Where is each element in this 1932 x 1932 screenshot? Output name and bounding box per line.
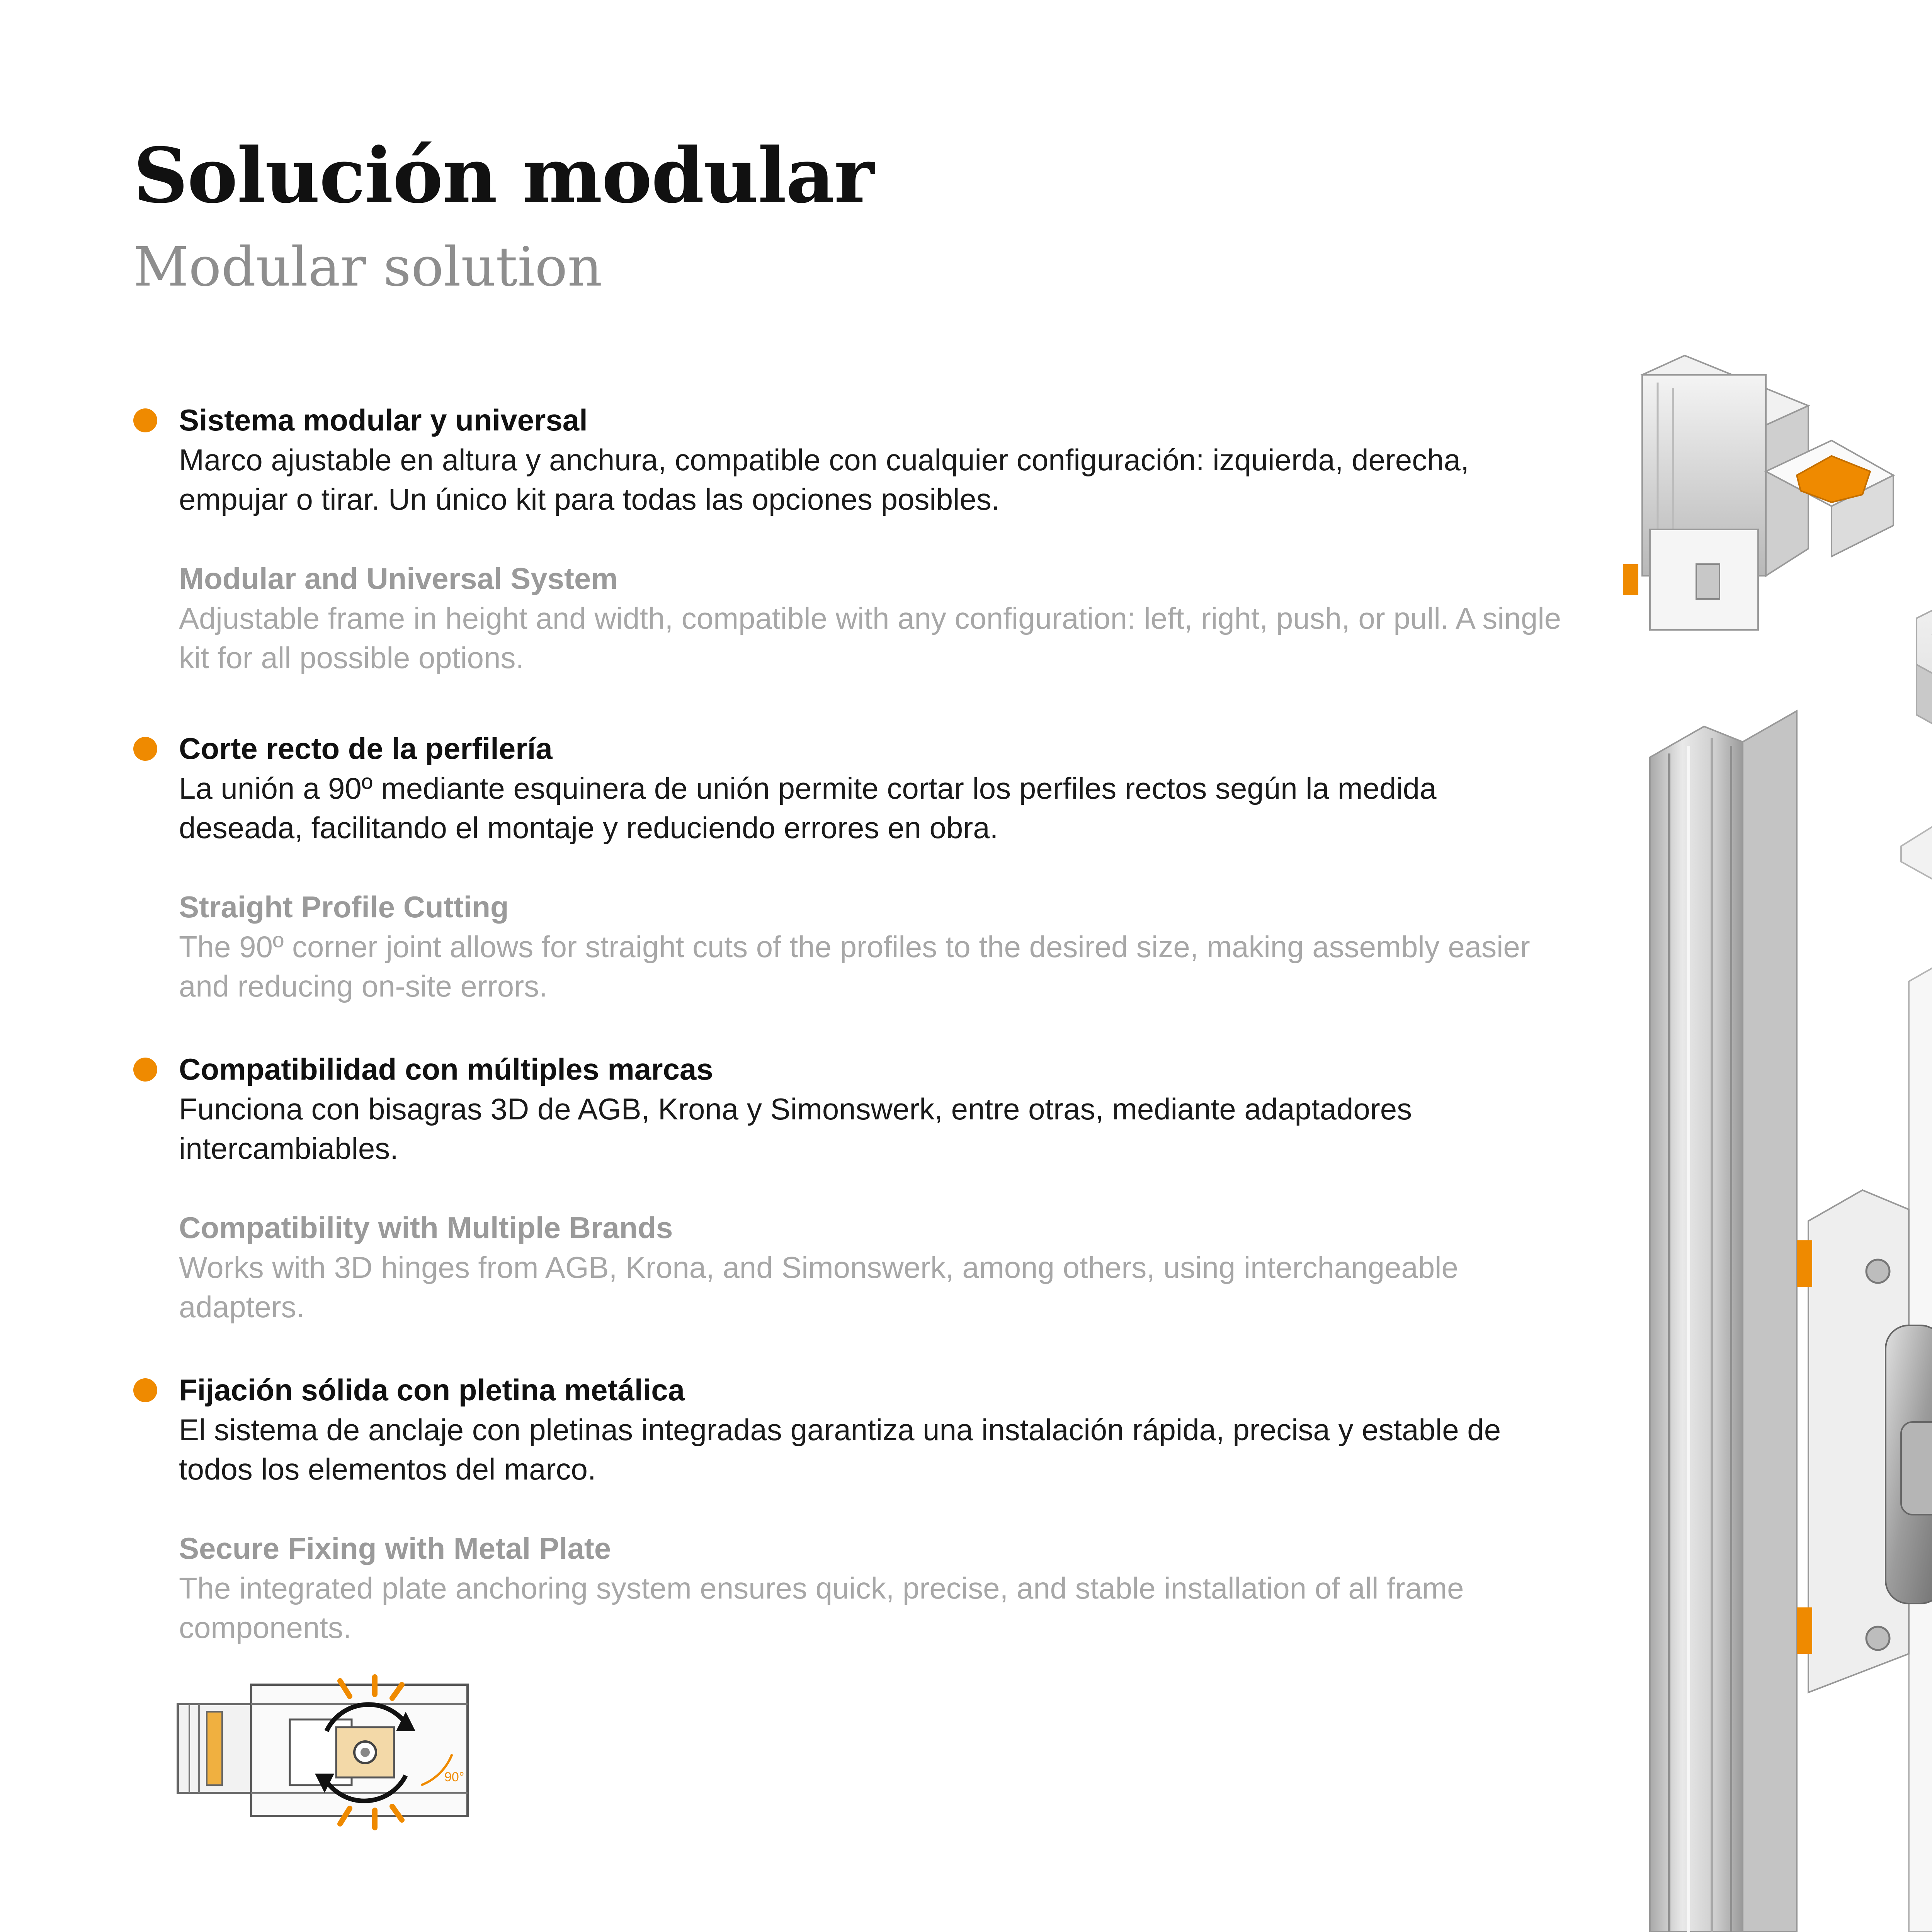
- feature-text-es: Marco ajustable en altura y anchura, compatible con cualquier configuración: izquierda, derecha, empujar o tirar. Un único kit para todas las opciones posibles.: [179, 443, 1469, 516]
- frame-profile-illustration: [1615, 348, 1932, 1932]
- feature-metal-plate: [133, 1370, 1563, 1647]
- feature-title-en: Secure Fixing with Metal Plate: [179, 1531, 611, 1565]
- feature-title-en: Modular and Universal System: [179, 561, 618, 595]
- bullet-dot: [133, 737, 157, 761]
- feature-text-en: Works with 3D hinges from AGB, Krona, and Simonswerk, among others, using interchangeable adapters.: [179, 1250, 1458, 1324]
- feature-title-es: Corte recto de la perfilería: [179, 731, 553, 765]
- bullet-dot: [133, 1058, 157, 1082]
- feature-text-en: Adjustable frame in height and width, compatible with any configuration: left, right, push, or pull. A single kit for all possible options.: [179, 601, 1561, 675]
- corner-joint-piece: [1623, 355, 1893, 630]
- feature-modular-system: [133, 400, 1563, 677]
- page-subtitle: Modular solution: [133, 236, 602, 299]
- feature-text-es: Funciona con bisagras 3D de AGB, Krona y Simonswerk, entre otras, mediante adaptadores intercambiables.: [179, 1092, 1412, 1165]
- feature-text-es: La unión a 90º mediante esquinera de unión permite cortar los perfiles rectos según la medida deseada, facilitando el montaje y reduciendo errores en obra.: [179, 771, 1437, 845]
- bullet-dot: [133, 408, 157, 432]
- feature-straight-cutting: [133, 728, 1563, 1006]
- feature-text-es: El sistema de anclaje con pletinas integradas garantiza una instalación rápida, precisa y estable de todos los elementos del marco.: [179, 1413, 1501, 1486]
- feature-title-es: Compatibilidad con múltiples marcas: [179, 1052, 713, 1086]
- page-title: Solución modular: [133, 131, 873, 220]
- bullet-dot: [133, 1378, 157, 1402]
- feature-text-en: The 90º corner joint allows for straight cuts of the profiles to the desired size, making assembly easier and reducing on-site errors.: [179, 930, 1530, 1003]
- feature-title-en: Straight Profile Cutting: [179, 890, 509, 924]
- corner-joint-diagram-icon: [174, 1669, 483, 1839]
- feature-title-en: Compatibility with Multiple Brands: [179, 1211, 673, 1245]
- angle-label: 90°: [444, 1770, 464, 1784]
- vertical-profile: [1650, 711, 1797, 1932]
- feature-text-en: The integrated plate anchoring system ensures quick, precise, and stable installation of all frame components.: [179, 1571, 1464, 1645]
- feature-title-es: Sistema modular y universal: [179, 403, 588, 437]
- feature-title-es: Fijación sólida con pletina metálica: [179, 1373, 685, 1407]
- feature-brand-compatibility: [133, 1049, 1563, 1327]
